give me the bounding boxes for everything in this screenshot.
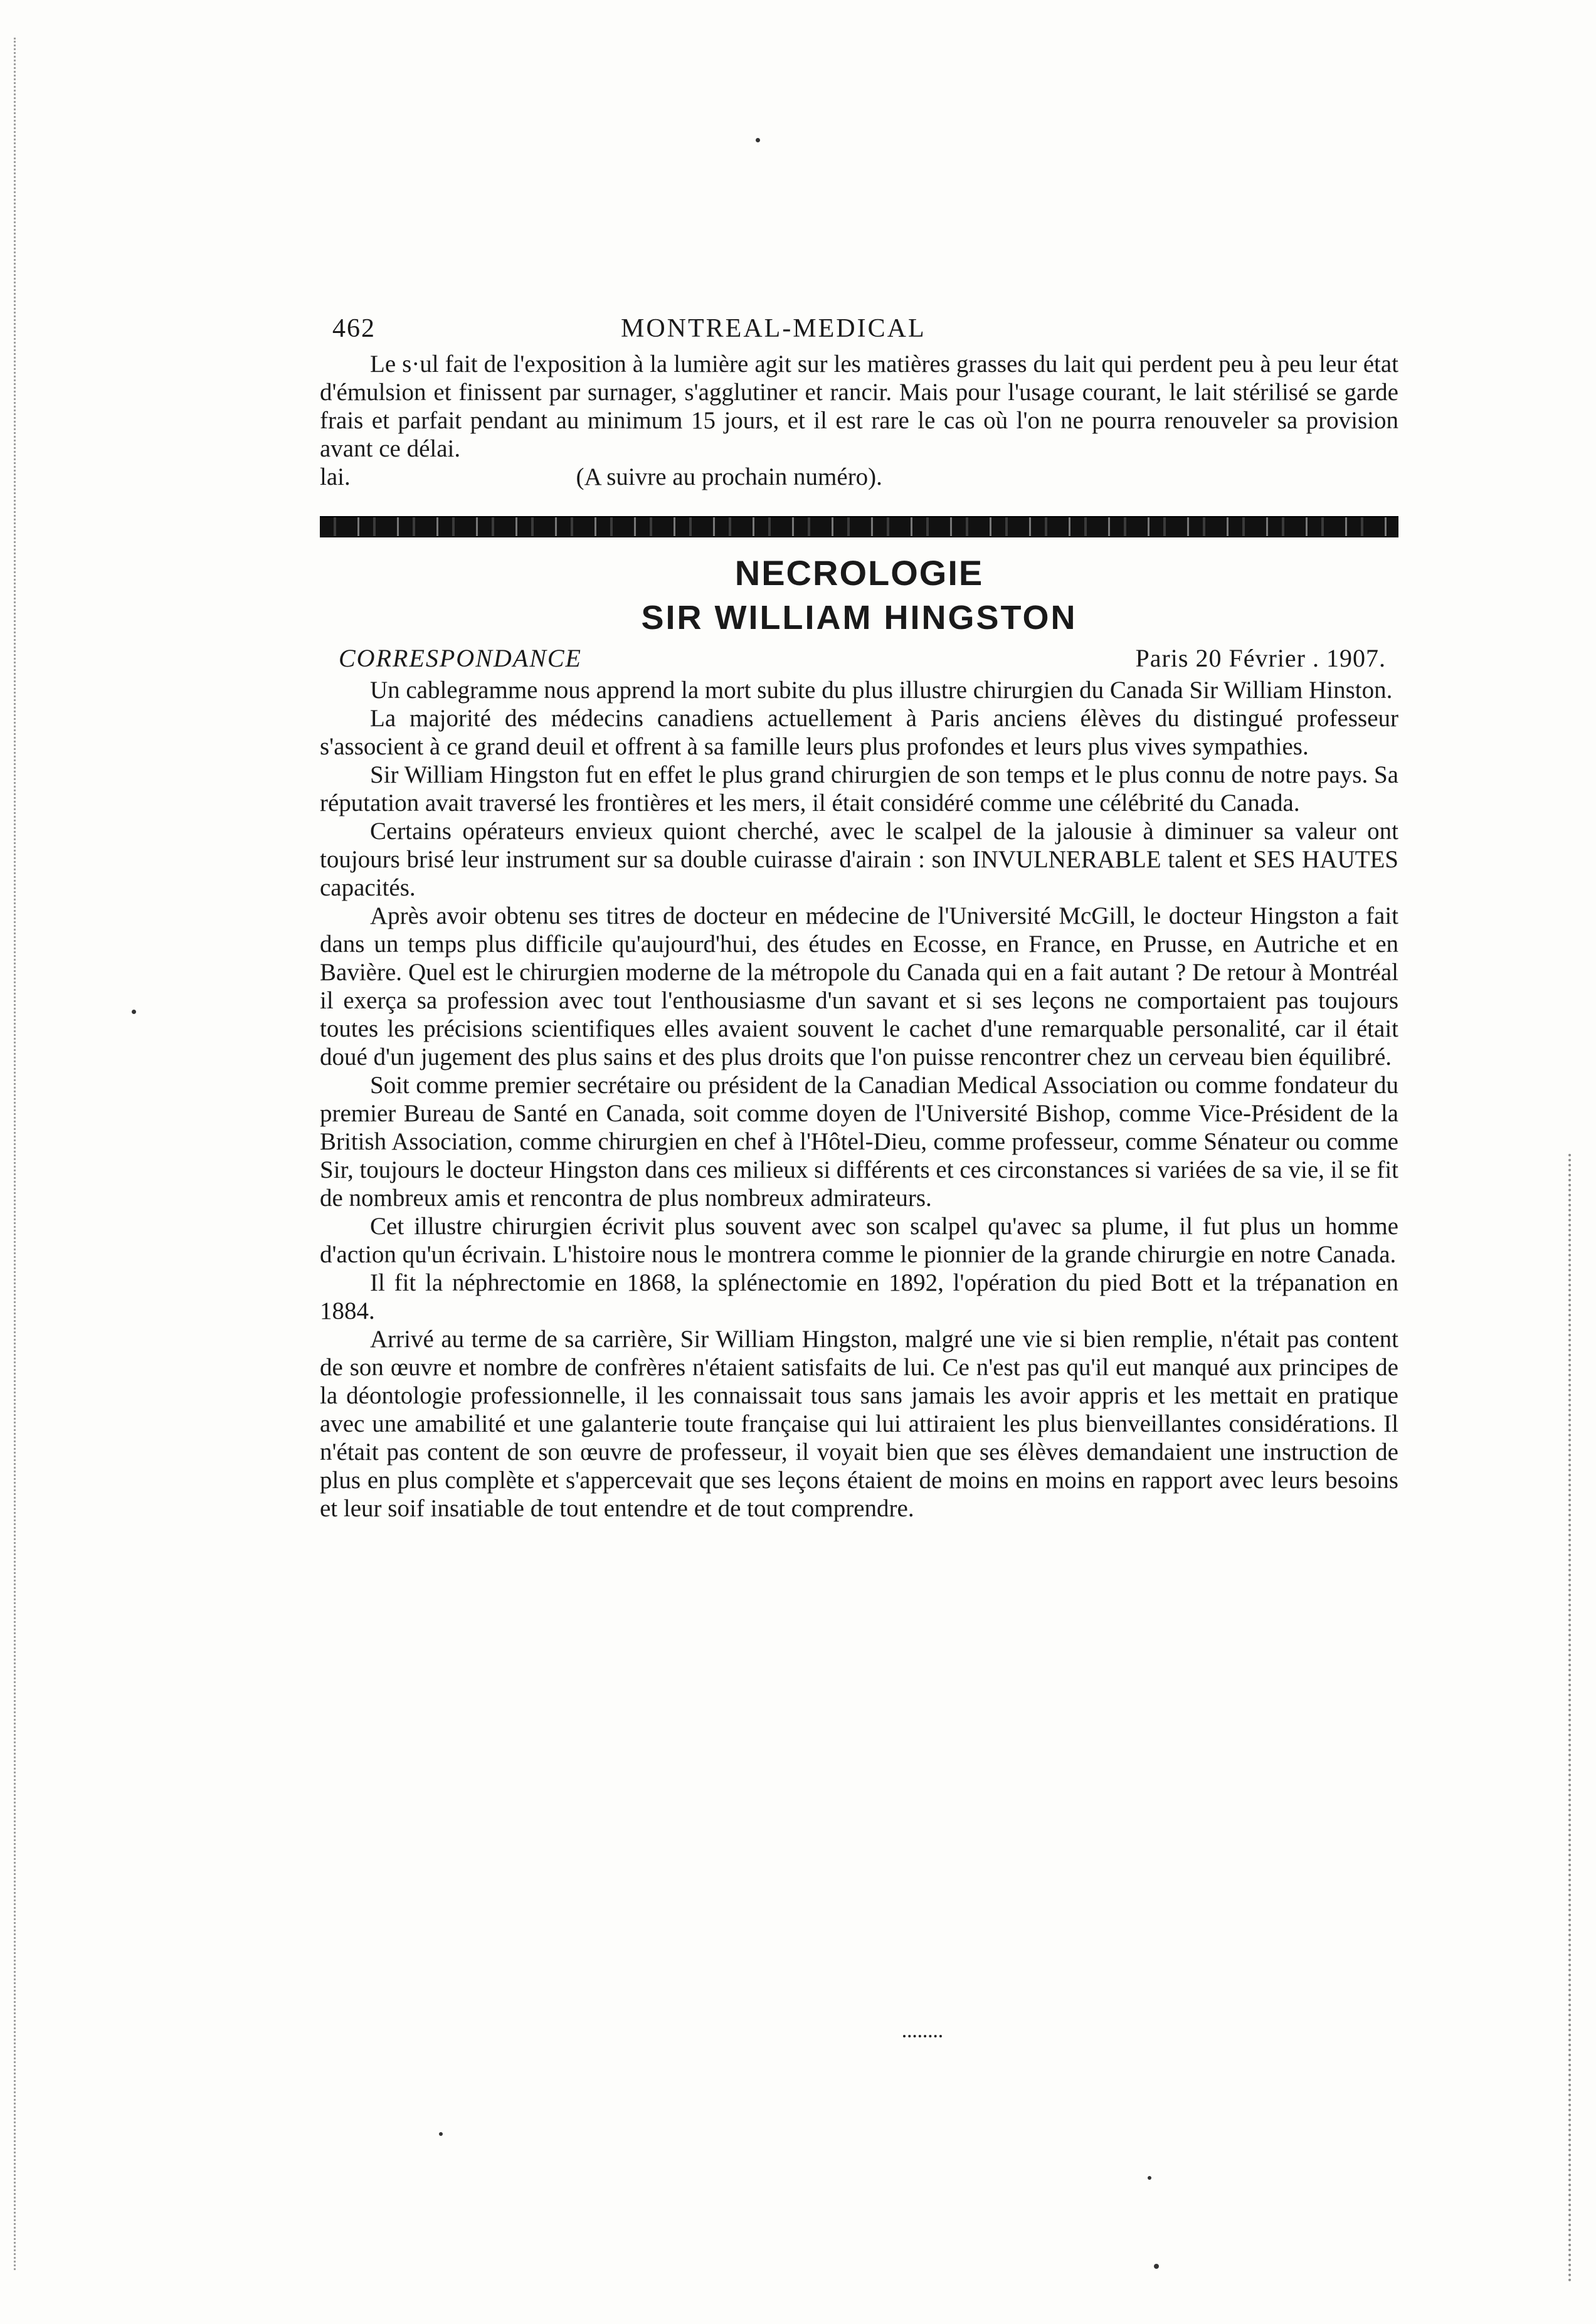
article-title: SIR WILLIAM HINGSTON — [641, 599, 1077, 636]
article-paragraph: Sir William Hingston fut en effet le plus grand chirurgien de son temps et le plus connu de notre pays. Sa réputation avait traversé les frontières et les mers, il était considéré comme une célébrité du Canada. — [320, 761, 1398, 816]
scan-speck — [439, 2132, 443, 2136]
article-paragraph: Arrivé au terme de sa carrière, Sir William Hingston, malgré une vie si bien remplie, n'était pas content de son œuvre et nombre de confrères n'étaient satisfaits de lui. Ce n'est pas qu'il eut manqué aux principes de la déontologie professionnelle, il les connaissait tous sans jamais les avoir appris et les mettait en pratique avec une amabilité et une galanterie toute française qui lui attiraient les plus bienveillantes considérations. Il n'était pas content de son œuvre de professeur, il voyait bien que ses élèves demandaient une instruction de plus en plus complète et s'appercevait que ses leçons étaient de moins en moins en rapport avec leurs besoins et leur soif insatiable de tout entendre et de tout comprendre. — [320, 1326, 1398, 1522]
correspondance-label: CORRESPONDANCE — [339, 644, 582, 672]
scan-speck — [1148, 2176, 1151, 2180]
section-divider — [320, 516, 1398, 537]
journal-page — [320, 301, 1398, 1523]
article-paragraph: Cet illustre chirurgien écrivit plus souvent avec son scalpel qu'avec sa plume, il fut plus un homme d'action qu'un écrivain. L'histoire nous le montrera comme le pionnier de la grande chirurgie en notre Canada. — [320, 1213, 1398, 1268]
scan-speck — [132, 1010, 136, 1014]
article-paragraph: Soit comme premier secrétaire ou président de la Canadian Medical Association ou comme fondateur du premier Bureau de Santé en Canada, soit comme doyen de l'Université Bishop, comme Vice-Président de la British Association, comme chirurgien en chef à l'Hôtel-Dieu, comme professeur, comme Sénateur ou comme Sir, toujours le docteur Hingston dans ces milieux si différents et ces circonstances si variées de sa vie, il se fit de nombreux amis et rencontra de plus nombreux admirateurs. — [320, 1072, 1398, 1212]
article-paragraph: Après avoir obtenu ses titres de docteur en médecine de l'Université McGill, le docteur Hingston a fait dans un temps plus difficile qu'aujourd'hui, des études en Ecosse, en France, en Prusse, en Autriche et en Bavière. Quel est le chirurgien moderne de la métropole du Canada qui en a fait autant ? De retour à Montréal il exerça sa profession avec tout l'enthousiasme d'un savant et si ses leçons ne comportaient pas toujours toutes les précisions scientifiques elles avaient souvent le cachet d'une remarquable personalité, car il était doué d'un jugement des plus sains et des plus droits que l'on puisse rencontrer chez un cerveau bien équilibré. — [320, 902, 1398, 1070]
page-header — [320, 301, 1398, 345]
article-paragraph: Un cablegramme nous apprend la mort subite du plus illustre chirurgien du Canada Sir William Hinston. — [370, 677, 1393, 704]
article-paragraph: Certains opérateurs envieux quiont cherché, avec le scalpel de la jalousie à diminuer sa valeur ont toujours brisé leur instrument sur sa double cuirasse d'airain : son INVULNERABLE talent et SES HAUTES capacités. — [320, 818, 1398, 901]
byline-row — [320, 643, 1398, 676]
scan-speck — [756, 138, 760, 142]
section-heading: NECROLOGIE — [734, 553, 984, 593]
running-head: MONTREAL-MEDICAL — [621, 314, 926, 343]
scan-left-edge — [14, 38, 21, 2270]
dateline: Paris 20 Février . 1907. — [1135, 644, 1386, 672]
continued-last-word: lai. — [320, 463, 351, 490]
scan-speck — [1154, 2264, 1159, 2269]
article-paragraph: La majorité des médecins canadiens actuellement à Paris anciens élèves du distingué professeur s'associent à ce grand deuil et offrent à sa famille leurs plus profondes et leurs plus vives sympathies. — [320, 705, 1398, 760]
continued-footer — [320, 463, 1398, 491]
continued-paragraph: Le s·ul fait de l'exposition à la lumière agit sur les matières grasses du lait qui perdent peu à peu leur état d'émulsion et finissent par surnager, s'agglutiner et rancir. Mais pour l'usage courant, le lait stérilisé se garde frais et parfait pendant au minimum 15 jours, et il est rare le cas où l'on ne pourra renouveler sa provision avant ce délai. — [320, 351, 1398, 462]
end-ornament — [903, 2035, 942, 2042]
scan-right-edge — [1563, 1154, 1571, 2283]
article-paragraph: Il fit la néphrectomie en 1868, la splénectomie en 1892, l'opération du pied Bott et la trépanation en 1884. — [320, 1269, 1398, 1324]
to-be-continued-note: (A suivre au prochain numéro). — [576, 463, 882, 490]
page-number: 462 — [332, 314, 376, 343]
